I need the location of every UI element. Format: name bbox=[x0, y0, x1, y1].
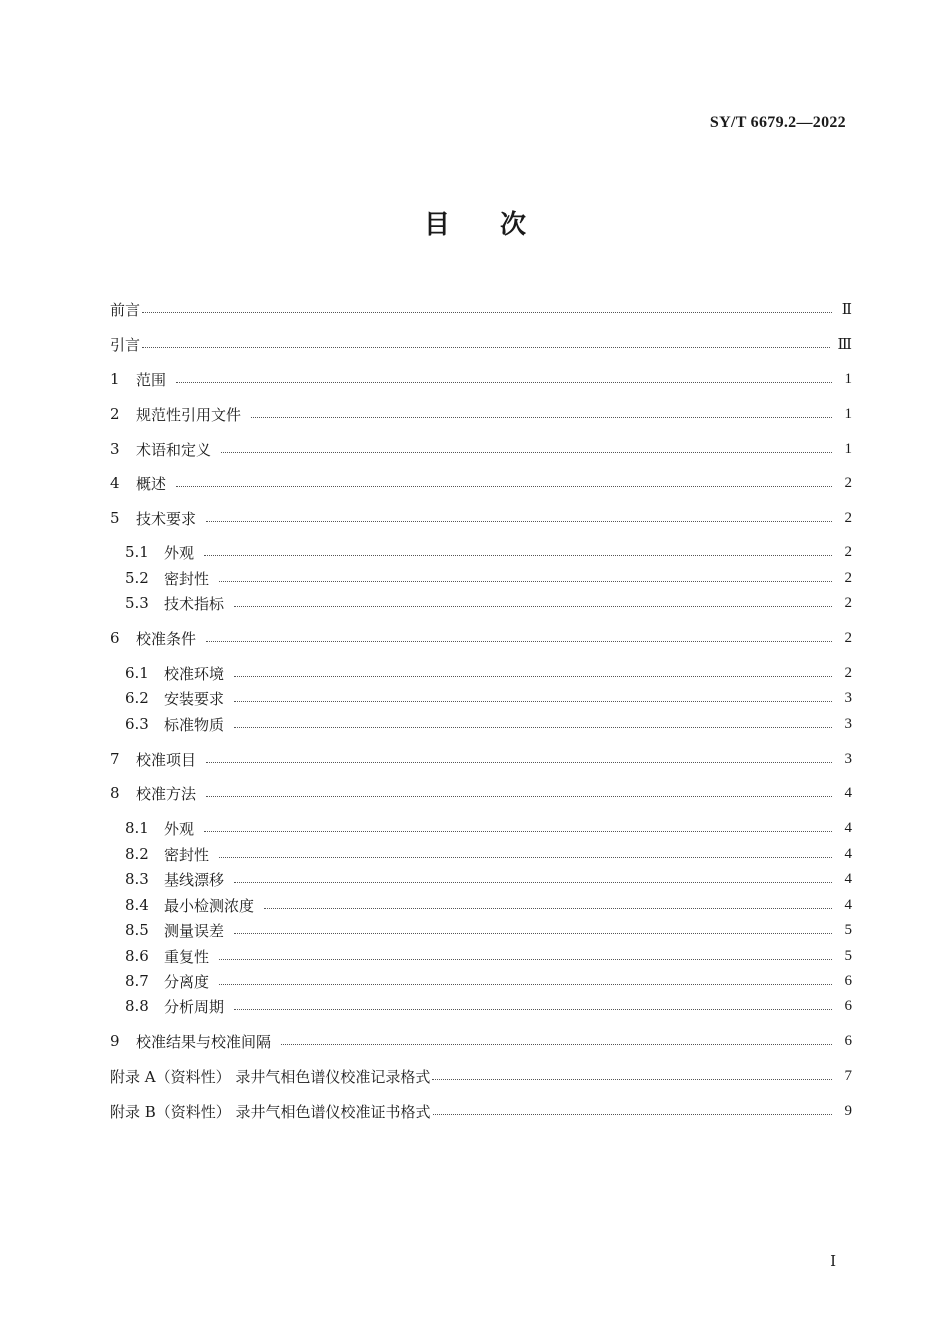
toc-leader-dots bbox=[219, 984, 832, 985]
toc-entry-page: 6 bbox=[844, 972, 852, 989]
toc-leader-dots bbox=[219, 581, 832, 582]
toc-leader-dots bbox=[234, 1009, 832, 1010]
toc-entry[interactable] bbox=[110, 625, 852, 651]
toc-leader-dots bbox=[234, 701, 832, 702]
toc-entry-number: 8.2 bbox=[125, 845, 149, 863]
toc-entry-label: 前言 bbox=[110, 300, 141, 319]
toc-entry[interactable] bbox=[110, 711, 852, 737]
toc-leader-dots bbox=[142, 347, 830, 348]
toc-entry-number: 3 bbox=[110, 440, 120, 458]
toc-entry-page: 5 bbox=[844, 947, 852, 964]
toc-leader-dots bbox=[234, 676, 832, 677]
toc-entry-label: 校准结果与校准间隔 bbox=[136, 1032, 272, 1051]
toc-title-char-2: 次 bbox=[500, 210, 527, 240]
toc-title-char-1: 目 bbox=[423, 210, 450, 240]
toc-leader-dots bbox=[206, 641, 832, 642]
toc-entry-label: 附录 B（资料性） 录井气相色谱仪校准证书格式 bbox=[110, 1102, 431, 1121]
toc-entry-label: 校准条件 bbox=[136, 629, 197, 648]
toc-entry[interactable] bbox=[110, 1028, 852, 1054]
toc-entry-label: 最小检测浓度 bbox=[164, 896, 255, 915]
toc-entry[interactable] bbox=[110, 685, 852, 711]
toc-leader-dots bbox=[281, 1044, 832, 1045]
toc-entry-page: 4 bbox=[844, 845, 852, 862]
toc-leader-dots bbox=[204, 555, 832, 556]
toc-entry-page: Ⅲ bbox=[837, 336, 852, 353]
toc-entry[interactable] bbox=[110, 993, 852, 1019]
toc-leader-dots bbox=[206, 762, 832, 763]
toc-entry-label: 分析周期 bbox=[164, 997, 225, 1016]
toc-entry-label: 术语和定义 bbox=[136, 440, 212, 459]
toc-entry[interactable] bbox=[110, 746, 852, 772]
toc-entry-page: 9 bbox=[844, 1102, 852, 1119]
toc-entry[interactable] bbox=[110, 331, 852, 357]
toc-leader-dots bbox=[234, 933, 832, 934]
toc-entry-number: 6.3 bbox=[125, 715, 149, 733]
toc-entry-label: 校准方法 bbox=[136, 784, 197, 803]
toc-entry-label: 外观 bbox=[164, 819, 195, 838]
toc-entry-page: 2 bbox=[844, 543, 852, 560]
toc-entry-page: 2 bbox=[844, 664, 852, 681]
toc-entry-page: 2 bbox=[844, 509, 852, 526]
toc-entry-number: 4 bbox=[110, 474, 120, 492]
toc-leader-dots bbox=[219, 857, 832, 858]
toc-leader-dots bbox=[221, 452, 832, 453]
toc-entry-label: 概述 bbox=[136, 474, 167, 493]
toc-entry-label: 测量误差 bbox=[164, 921, 225, 940]
toc-entry-page: 3 bbox=[844, 750, 852, 767]
toc-entry-page: 1 bbox=[844, 370, 852, 387]
toc-entry-number: 5 bbox=[110, 509, 120, 527]
toc-leader-dots bbox=[432, 1079, 832, 1080]
toc-leader-dots bbox=[433, 1114, 832, 1115]
toc-entry-label: 基线漂移 bbox=[164, 870, 225, 889]
toc-entry-label: 范围 bbox=[136, 370, 167, 389]
toc-entry[interactable] bbox=[110, 401, 852, 427]
toc-entry-number: 8.1 bbox=[125, 819, 149, 837]
toc-entry-label: 校准环境 bbox=[164, 664, 225, 683]
toc-entry[interactable] bbox=[110, 1063, 852, 1089]
toc-entry-label: 附录 A（资料性） 录井气相色谱仪校准记录格式 bbox=[110, 1067, 431, 1086]
toc-entry[interactable] bbox=[110, 968, 852, 994]
toc-entry-number: 2 bbox=[110, 405, 120, 423]
toc-entry-label: 规范性引用文件 bbox=[136, 405, 242, 424]
toc-entry-number: 5.1 bbox=[125, 543, 149, 561]
toc-leader-dots bbox=[234, 606, 832, 607]
toc-entry[interactable] bbox=[110, 436, 852, 462]
toc-entry-number: 6.2 bbox=[125, 689, 149, 707]
toc-entry[interactable] bbox=[110, 841, 852, 867]
toc-entry-page: 4 bbox=[844, 819, 852, 836]
toc-entry[interactable] bbox=[110, 565, 852, 591]
toc-entry-number: 6.1 bbox=[125, 664, 149, 682]
toc-entry[interactable] bbox=[110, 505, 852, 531]
toc-entry-page: 3 bbox=[844, 715, 852, 732]
toc-entry-label: 引言 bbox=[110, 335, 141, 354]
toc-entry[interactable] bbox=[110, 780, 852, 806]
toc-entry-number: 9 bbox=[110, 1032, 120, 1050]
toc-entry[interactable] bbox=[110, 892, 852, 918]
toc-entry[interactable] bbox=[110, 590, 852, 616]
toc-entry[interactable] bbox=[110, 470, 852, 496]
toc-entry-number: 8.3 bbox=[125, 870, 149, 888]
toc-entry-label: 分离度 bbox=[164, 972, 210, 991]
toc-entry[interactable] bbox=[110, 539, 852, 565]
toc-entry-page: 7 bbox=[844, 1067, 852, 1084]
toc-entry-label: 密封性 bbox=[164, 569, 210, 588]
toc-entry-number: 8.7 bbox=[125, 972, 149, 990]
toc-entry-number: 1 bbox=[110, 370, 120, 388]
toc-leader-dots bbox=[206, 796, 832, 797]
toc-entry-number: 5.3 bbox=[125, 594, 149, 612]
toc-entry-page: 2 bbox=[844, 629, 852, 646]
toc-entry-number: 6 bbox=[110, 629, 120, 647]
standard-code: SY/T 6679.2—2022 bbox=[709, 114, 846, 131]
toc-entry-number: 8 bbox=[110, 784, 120, 802]
toc-entry-label: 技术指标 bbox=[164, 594, 225, 613]
toc-title bbox=[0, 204, 950, 241]
toc-entry[interactable] bbox=[110, 943, 852, 969]
toc-entry-page: 2 bbox=[844, 569, 852, 586]
toc-entry-page: 4 bbox=[844, 784, 852, 801]
toc-entry-page: 4 bbox=[844, 896, 852, 913]
toc-leader-dots bbox=[234, 727, 832, 728]
toc-leader-dots bbox=[176, 486, 832, 487]
toc-entry-number: 7 bbox=[110, 750, 120, 768]
toc-entry-page: 6 bbox=[844, 1032, 852, 1049]
toc-entry-page: 5 bbox=[844, 921, 852, 938]
toc-entry-number: 8.6 bbox=[125, 947, 149, 965]
toc-leader-dots bbox=[219, 959, 832, 960]
toc-entry[interactable] bbox=[110, 815, 852, 841]
toc-entry[interactable] bbox=[110, 866, 852, 892]
toc-entry-label: 密封性 bbox=[164, 845, 210, 864]
toc-entry-label: 外观 bbox=[164, 543, 195, 562]
toc-entry-label: 安装要求 bbox=[164, 689, 225, 708]
toc-entry[interactable] bbox=[110, 660, 852, 686]
toc-entry-page: 2 bbox=[844, 594, 852, 611]
toc-entry-number: 5.2 bbox=[125, 569, 149, 587]
toc-entry-label: 重复性 bbox=[164, 947, 210, 966]
toc-entry-page: 1 bbox=[844, 440, 852, 457]
toc-leader-dots bbox=[176, 382, 832, 383]
toc-entry-number: 8.8 bbox=[125, 997, 149, 1015]
toc-entry-number: 8.4 bbox=[125, 896, 149, 914]
toc-leader-dots bbox=[206, 521, 832, 522]
toc-entry-number: 8.5 bbox=[125, 921, 149, 939]
toc-leader-dots bbox=[234, 882, 832, 883]
toc-entry-page: 6 bbox=[844, 997, 852, 1014]
toc-entry-page: 1 bbox=[844, 405, 852, 422]
toc-entry-label: 标准物质 bbox=[164, 715, 225, 734]
toc-entry-label: 校准项目 bbox=[136, 750, 197, 769]
page-number: Ⅰ bbox=[830, 1254, 836, 1270]
toc-entry-page: 3 bbox=[844, 689, 852, 706]
toc-leader-dots bbox=[264, 908, 832, 909]
toc-entry-page: Ⅱ bbox=[841, 301, 852, 318]
toc-entry[interactable] bbox=[110, 917, 852, 943]
toc-entry[interactable] bbox=[110, 366, 852, 392]
toc-entry[interactable] bbox=[110, 1098, 852, 1124]
toc-entry-page: 4 bbox=[844, 870, 852, 887]
toc-leader-dots bbox=[142, 312, 832, 313]
toc-entry[interactable] bbox=[110, 296, 852, 322]
toc-entry-page: 2 bbox=[844, 474, 852, 491]
toc-leader-dots bbox=[204, 831, 832, 832]
toc-leader-dots bbox=[251, 417, 832, 418]
toc-entry-label: 技术要求 bbox=[136, 509, 197, 528]
